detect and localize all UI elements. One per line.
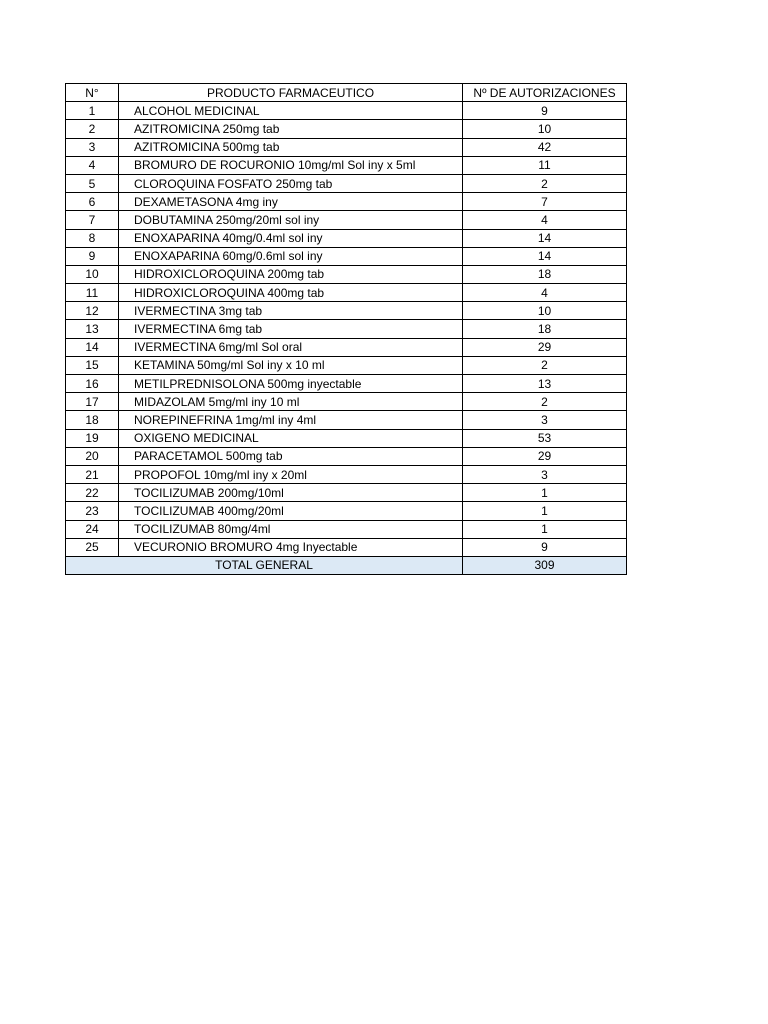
row-authorizations: 4	[463, 284, 627, 302]
table-body	[66, 102, 627, 557]
row-authorizations: 2	[463, 393, 627, 411]
table-row	[66, 538, 627, 556]
total-row	[66, 556, 627, 574]
row-number: 8	[66, 229, 119, 247]
total-label: TOTAL GENERAL	[66, 556, 463, 574]
row-product: DOBUTAMINA 250mg/20ml sol iny	[119, 211, 463, 229]
table-row	[66, 265, 627, 283]
row-product: AZITROMICINA 250mg tab	[119, 120, 463, 138]
row-authorizations: 9	[463, 538, 627, 556]
row-number: 2	[66, 120, 119, 138]
table-row	[66, 502, 627, 520]
row-number: 25	[66, 538, 119, 556]
row-number: 7	[66, 211, 119, 229]
row-product: PROPOFOL 10mg/ml iny x 20ml	[119, 465, 463, 483]
row-product: IVERMECTINA 3mg tab	[119, 302, 463, 320]
row-product: ENOXAPARINA 40mg/0.4ml sol iny	[119, 229, 463, 247]
row-authorizations: 13	[463, 375, 627, 393]
authorizations-table	[65, 83, 627, 575]
row-authorizations: 1	[463, 520, 627, 538]
table-row	[66, 156, 627, 174]
table-row	[66, 320, 627, 338]
table-row	[66, 120, 627, 138]
row-number: 6	[66, 193, 119, 211]
row-authorizations: 10	[463, 302, 627, 320]
row-number: 11	[66, 284, 119, 302]
row-number: 21	[66, 465, 119, 483]
row-product: BROMURO DE ROCURONIO 10mg/ml Sol iny x 5ml	[119, 156, 463, 174]
table-row	[66, 375, 627, 393]
row-number: 1	[66, 102, 119, 120]
table-row	[66, 356, 627, 374]
row-authorizations: 3	[463, 411, 627, 429]
row-product: NOREPINEFRINA 1mg/ml iny 4ml	[119, 411, 463, 429]
row-number: 4	[66, 156, 119, 174]
total-value: 309	[463, 556, 627, 574]
row-authorizations: 4	[463, 211, 627, 229]
row-number: 14	[66, 338, 119, 356]
row-number: 17	[66, 393, 119, 411]
table-row	[66, 429, 627, 447]
row-number: 5	[66, 174, 119, 192]
authorizations-sheet	[65, 83, 627, 575]
table-row	[66, 229, 627, 247]
row-authorizations: 9	[463, 102, 627, 120]
row-number: 16	[66, 375, 119, 393]
row-authorizations: 7	[463, 193, 627, 211]
table-row	[66, 520, 627, 538]
table-row	[66, 484, 627, 502]
header-authorizations: Nº DE AUTORIZACIONES	[463, 84, 627, 102]
row-number: 12	[66, 302, 119, 320]
row-authorizations: 18	[463, 265, 627, 283]
table-row	[66, 174, 627, 192]
row-authorizations: 10	[463, 120, 627, 138]
table-row	[66, 193, 627, 211]
row-authorizations: 1	[463, 502, 627, 520]
table-row	[66, 284, 627, 302]
row-authorizations: 42	[463, 138, 627, 156]
row-number: 3	[66, 138, 119, 156]
table-row	[66, 138, 627, 156]
row-authorizations: 2	[463, 174, 627, 192]
row-authorizations: 29	[463, 338, 627, 356]
table-row	[66, 338, 627, 356]
row-product: MIDAZOLAM 5mg/ml iny 10 ml	[119, 393, 463, 411]
row-number: 19	[66, 429, 119, 447]
row-product: ENOXAPARINA 60mg/0.6ml sol iny	[119, 247, 463, 265]
table-row	[66, 465, 627, 483]
row-number: 13	[66, 320, 119, 338]
row-authorizations: 1	[463, 484, 627, 502]
header-product: PRODUCTO FARMACEUTICO	[119, 84, 463, 102]
row-authorizations: 3	[463, 465, 627, 483]
row-number: 10	[66, 265, 119, 283]
row-product: CLOROQUINA FOSFATO 250mg tab	[119, 174, 463, 192]
row-product: HIDROXICLOROQUINA 400mg tab	[119, 284, 463, 302]
row-product: METILPREDNISOLONA 500mg inyectable	[119, 375, 463, 393]
row-product: IVERMECTINA 6mg tab	[119, 320, 463, 338]
row-product: DEXAMETASONA 4mg iny	[119, 193, 463, 211]
row-authorizations: 18	[463, 320, 627, 338]
row-product: OXIGENO MEDICINAL	[119, 429, 463, 447]
row-product: TOCILIZUMAB 400mg/20ml	[119, 502, 463, 520]
row-number: 22	[66, 484, 119, 502]
table-header-row	[66, 84, 627, 102]
row-authorizations: 14	[463, 229, 627, 247]
row-number: 20	[66, 447, 119, 465]
table-row	[66, 211, 627, 229]
row-authorizations: 2	[463, 356, 627, 374]
table-row	[66, 393, 627, 411]
row-product: TOCILIZUMAB 80mg/4ml	[119, 520, 463, 538]
row-product: KETAMINA 50mg/ml Sol iny x 10 ml	[119, 356, 463, 374]
row-product: PARACETAMOL 500mg tab	[119, 447, 463, 465]
header-number: N°	[66, 84, 119, 102]
row-authorizations: 11	[463, 156, 627, 174]
row-authorizations: 14	[463, 247, 627, 265]
row-number: 24	[66, 520, 119, 538]
table-row	[66, 302, 627, 320]
table-row	[66, 247, 627, 265]
row-product: TOCILIZUMAB 200mg/10ml	[119, 484, 463, 502]
row-product: ALCOHOL MEDICINAL	[119, 102, 463, 120]
row-authorizations: 29	[463, 447, 627, 465]
row-number: 9	[66, 247, 119, 265]
row-number: 23	[66, 502, 119, 520]
row-number: 18	[66, 411, 119, 429]
row-product: IVERMECTINA 6mg/ml Sol oral	[119, 338, 463, 356]
row-product: VECURONIO BROMURO 4mg Inyectable	[119, 538, 463, 556]
row-product: HIDROXICLOROQUINA 200mg tab	[119, 265, 463, 283]
row-number: 15	[66, 356, 119, 374]
row-product: AZITROMICINA 500mg tab	[119, 138, 463, 156]
table-row	[66, 102, 627, 120]
table-row	[66, 447, 627, 465]
row-authorizations: 53	[463, 429, 627, 447]
table-row	[66, 411, 627, 429]
